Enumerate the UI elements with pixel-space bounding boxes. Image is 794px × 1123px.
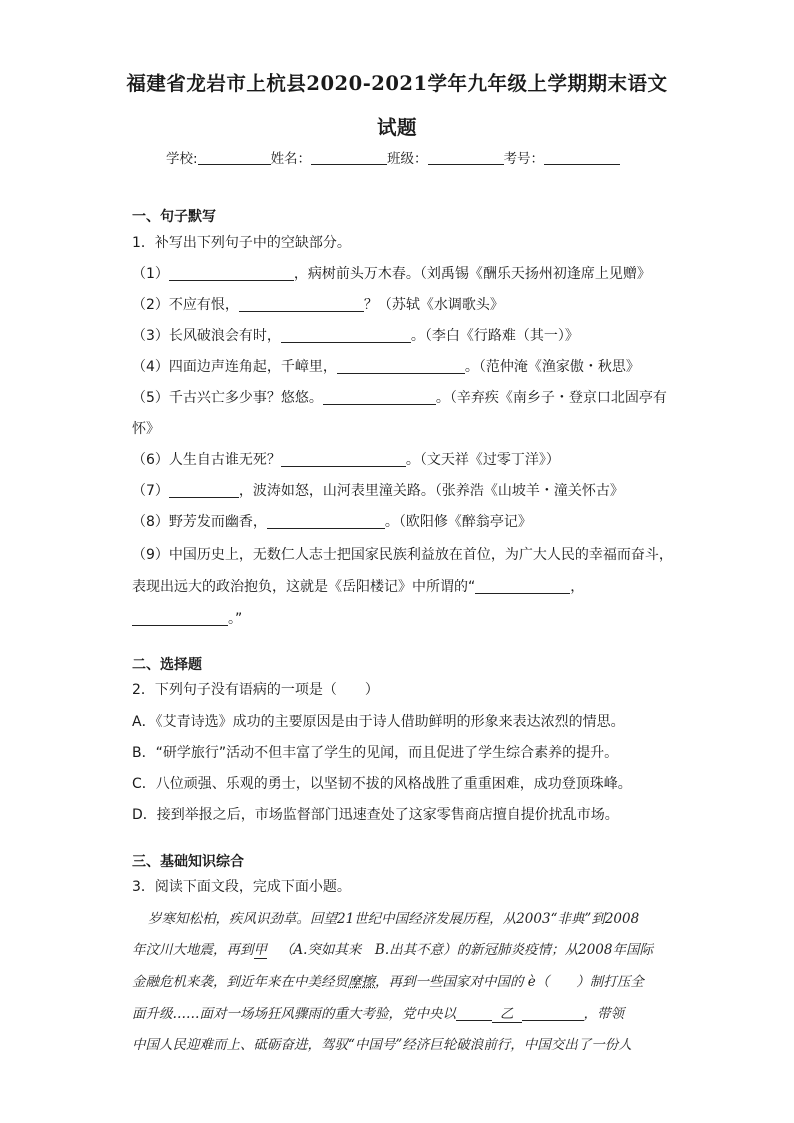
item-text: 。（欧阳修《醉翁亭记》	[384, 514, 532, 530]
passage-text: ，再到一些国家对中国的 è（ ）制打压全	[375, 974, 644, 990]
option-a[interactable]: A．《艾青诗选》成功的主要原因是由于诗人借助鲜明的形象来表达浓烈的情思。	[132, 714, 625, 730]
answer-blank[interactable]	[456, 1005, 492, 1021]
item-text: （8）野芳发而幽香，	[132, 514, 267, 530]
passage-text: 年汶川大地震，再到	[132, 942, 254, 958]
q1-item-8	[132, 512, 532, 532]
answer-blank[interactable]	[522, 1005, 584, 1021]
item-text: （3）长风破浪会有时，	[132, 328, 281, 344]
exam-number-blank[interactable]	[544, 150, 620, 165]
q1-item-9-line3	[132, 609, 242, 629]
passage-line-5: 中国人民迎难而上、砥砺奋进，驾驭“中国号”经济巨轮破浪前行，中国交出了一份人	[132, 1037, 632, 1053]
passage-line-3	[132, 972, 644, 992]
item-text: 。（辛弃疾《南乡子・登京口北固亭有	[435, 390, 667, 406]
q1-item-5	[132, 388, 667, 408]
item-text: （5）千古兴亡多少事？悠悠。	[132, 390, 323, 406]
q1-item-9-line1: （9）中国历史上，无数仁人志士把国家民族利益放在首位，为广大人民的幸福而奋斗，	[132, 547, 673, 563]
blank-yi[interactable]: 乙	[492, 1006, 522, 1023]
option-d[interactable]: D．接到举报之后，市场监督部门迅速查处了这家零售商店擅自提价扰乱市场。	[132, 807, 619, 823]
item-text: ，病树前头万木春。（刘禹锡《酬乐天扬州初逢席上见赠》	[293, 266, 651, 282]
passage-text: 面升级……面对一场场狂风骤雨的重大考验，党中央以	[132, 1006, 456, 1022]
q1-item-6	[132, 450, 560, 470]
answer-blank[interactable]	[323, 389, 436, 405]
student-info-row	[166, 147, 620, 167]
class-label: 班级：	[387, 151, 428, 167]
passage-line-2	[132, 940, 653, 960]
answer-blank[interactable]	[337, 358, 465, 374]
answer-blank[interactable]	[239, 296, 364, 312]
exam-title-line2: 试题	[376, 116, 417, 139]
name-label: 姓名：	[270, 151, 312, 167]
passage-text: 金融危机来袭，到近年来在中美经贸	[132, 974, 348, 990]
item-number: （7）	[132, 483, 169, 499]
school-blank[interactable]	[198, 150, 271, 165]
item-text: （2）不应有恨，	[132, 297, 239, 313]
question2-stem: 2．下列句子没有语病的一项是（ ）	[132, 682, 379, 698]
section2-heading: 二、选择题	[132, 657, 202, 673]
item-text: ？（苏轼《水调歌头》	[363, 297, 504, 313]
passage-line-1: 岁寒知松柏，疾风识劲草。回望21世纪中国经济发展历程，从2003“非典”到2008	[148, 911, 640, 927]
blank-jia[interactable]: 甲	[253, 942, 267, 958]
item-text: 。（范仲淹《渔家傲・秋思》	[464, 359, 640, 375]
option-c[interactable]: C．八位顽强、乐观的勇士，以坚韧不拔的风格战胜了重重困难，成功登顶珠峰。	[132, 776, 632, 792]
q1-item-2	[132, 295, 504, 315]
passage-text: ，带领	[583, 1006, 624, 1022]
dotted-word: 摩擦	[348, 974, 375, 990]
item-text: ，	[570, 579, 585, 595]
class-blank[interactable]	[428, 150, 504, 165]
option-b[interactable]: B．“研学旅行”活动不但丰富了学生的见闻，而且促进了学生综合素养的提升。	[132, 745, 619, 761]
item-text: 。（文天祥《过零丁洋》）	[405, 452, 560, 468]
question1-stem: 1．补写出下列句子中的空缺部分。	[132, 235, 351, 251]
q1-item-9-line2	[132, 577, 584, 597]
item-text: ，波涛如怒，山河表里潼关路。（张养浩《山坡羊・潼关怀古》	[238, 483, 624, 499]
answer-blank[interactable]	[169, 265, 294, 281]
item-text: （6）人生自古谁无死？	[132, 452, 281, 468]
item-text: 表现出远大的政治抱负，这就是《岳阳楼记》中所谓的“	[132, 579, 476, 595]
q1-item-5-cont: 怀》	[132, 421, 160, 437]
exam-title-line1: 福建省龙岩市上杭县2020-2021学年九年级上学期期末语文	[126, 72, 668, 95]
section3-heading: 三、基础知识综合	[132, 854, 244, 870]
answer-blank[interactable]	[132, 610, 228, 626]
school-label: 学校:	[166, 151, 198, 167]
answer-blank[interactable]	[281, 327, 411, 343]
q1-item-1	[132, 264, 651, 284]
answer-blank[interactable]	[169, 482, 239, 498]
answer-blank[interactable]	[267, 513, 385, 529]
item-text: 。（李白《行路难（其一）》	[410, 328, 579, 344]
exam-number-label: 考号：	[503, 151, 545, 167]
q1-item-3	[132, 326, 579, 346]
answer-blank[interactable]	[475, 578, 570, 594]
q1-item-7	[132, 481, 624, 501]
section1-heading: 一、句子默写	[132, 209, 216, 225]
q1-item-4	[132, 357, 640, 377]
item-text: （4）四面边声连角起，千嶂里，	[132, 359, 337, 375]
passage-text: （A.突如其来 B.出其不意）的新冠肺炎疫情；从2008年国际	[279, 942, 653, 958]
item-text: 。”	[228, 611, 243, 627]
question3-stem: 3．阅读下面文段，完成下面小题。	[132, 879, 351, 895]
item-number: （1）	[132, 266, 169, 282]
answer-blank[interactable]	[281, 451, 406, 467]
name-blank[interactable]	[311, 150, 387, 165]
passage-line-4	[132, 1004, 624, 1024]
